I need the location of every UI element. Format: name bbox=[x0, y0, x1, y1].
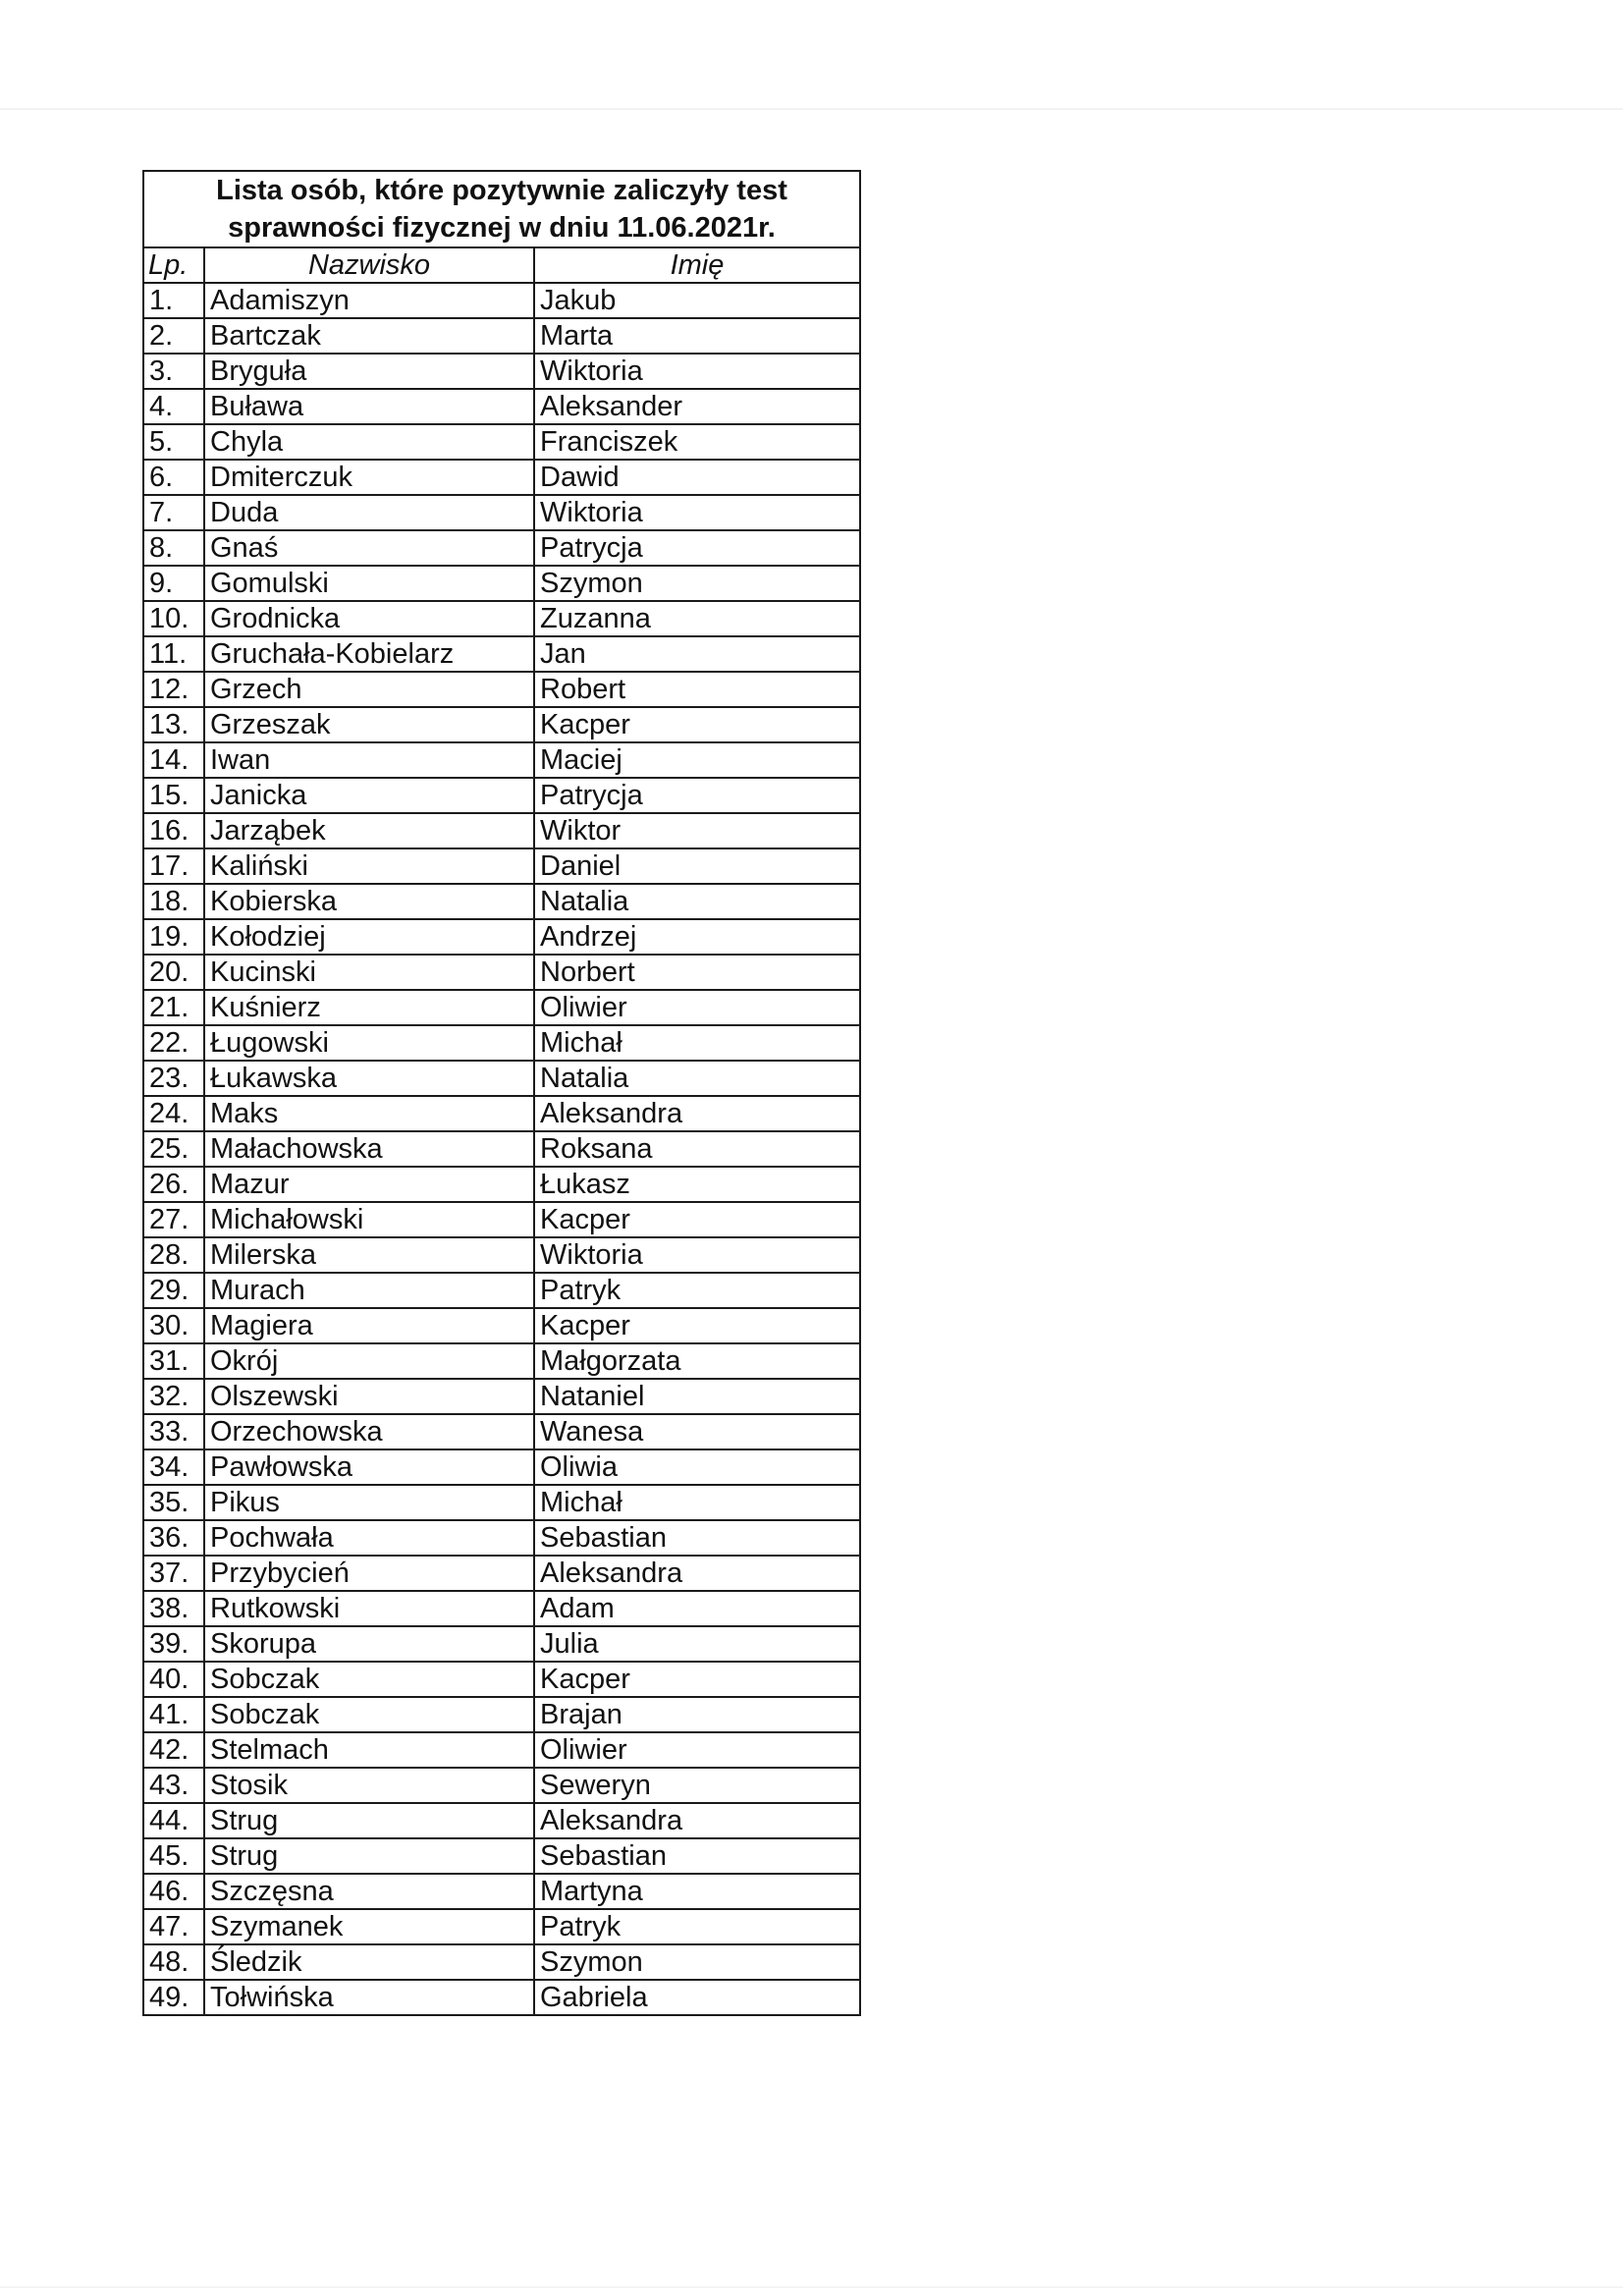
cell-lp: 18. bbox=[143, 884, 204, 919]
cell-lp: 19. bbox=[143, 919, 204, 955]
cell-nazwisko: Gnaś bbox=[204, 530, 534, 566]
cell-nazwisko: Gruchała-Kobielarz bbox=[204, 636, 534, 672]
cell-imie: Michał bbox=[534, 1025, 860, 1061]
cell-nazwisko: Szczęsna bbox=[204, 1874, 534, 1909]
cell-nazwisko: Dmiterczuk bbox=[204, 460, 534, 495]
cell-imie: Zuzanna bbox=[534, 601, 860, 636]
table-row bbox=[143, 884, 860, 919]
table-row bbox=[143, 707, 860, 742]
table-row bbox=[143, 1697, 860, 1732]
table-row bbox=[143, 1520, 860, 1556]
cell-nazwisko: Łukawska bbox=[204, 1061, 534, 1096]
cell-lp: 14. bbox=[143, 742, 204, 778]
cell-lp: 9. bbox=[143, 566, 204, 601]
cell-lp: 44. bbox=[143, 1803, 204, 1838]
table-row bbox=[143, 813, 860, 848]
cell-imie: Roksana bbox=[534, 1131, 860, 1167]
cell-imie: Aleksandra bbox=[534, 1096, 860, 1131]
cell-imie: Franciszek bbox=[534, 424, 860, 460]
cell-imie: Dawid bbox=[534, 460, 860, 495]
cell-nazwisko: Janicka bbox=[204, 778, 534, 813]
cell-imie: Michał bbox=[534, 1485, 860, 1520]
cell-imie: Wiktoria bbox=[534, 1237, 860, 1273]
table-row bbox=[143, 919, 860, 955]
table-title bbox=[143, 171, 860, 247]
cell-lp: 2. bbox=[143, 318, 204, 354]
cell-lp: 28. bbox=[143, 1237, 204, 1273]
table-row bbox=[143, 1131, 860, 1167]
table-row bbox=[143, 1662, 860, 1697]
cell-nazwisko: Rutkowski bbox=[204, 1591, 534, 1626]
cell-imie: Wanesa bbox=[534, 1414, 860, 1449]
cell-lp: 41. bbox=[143, 1697, 204, 1732]
cell-nazwisko: Stelmach bbox=[204, 1732, 534, 1768]
cell-nazwisko: Pikus bbox=[204, 1485, 534, 1520]
cell-nazwisko: Duda bbox=[204, 495, 534, 530]
cell-lp: 20. bbox=[143, 955, 204, 990]
table-row bbox=[143, 1980, 860, 2015]
cell-imie: Patrycja bbox=[534, 530, 860, 566]
cell-lp: 26. bbox=[143, 1167, 204, 1202]
table-row bbox=[143, 1591, 860, 1626]
table-row bbox=[143, 1449, 860, 1485]
cell-nazwisko: Ługowski bbox=[204, 1025, 534, 1061]
cell-lp: 24. bbox=[143, 1096, 204, 1131]
table-row bbox=[143, 1626, 860, 1662]
cell-lp: 17. bbox=[143, 848, 204, 884]
table-row bbox=[143, 601, 860, 636]
table-row bbox=[143, 1202, 860, 1237]
cell-imie: Jakub bbox=[534, 283, 860, 318]
cell-nazwisko: Grzech bbox=[204, 672, 534, 707]
cell-imie: Seweryn bbox=[534, 1768, 860, 1803]
table-row bbox=[143, 1944, 860, 1980]
table-row bbox=[143, 990, 860, 1025]
cell-nazwisko: Mazur bbox=[204, 1167, 534, 1202]
cell-lp: 7. bbox=[143, 495, 204, 530]
cell-nazwisko: Przybycień bbox=[204, 1556, 534, 1591]
cell-lp: 32. bbox=[143, 1379, 204, 1414]
cell-nazwisko: Buława bbox=[204, 389, 534, 424]
cell-imie: Aleksandra bbox=[534, 1803, 860, 1838]
cell-nazwisko: Bartczak bbox=[204, 318, 534, 354]
table-row bbox=[143, 566, 860, 601]
cell-imie: Maciej bbox=[534, 742, 860, 778]
cell-lp: 10. bbox=[143, 601, 204, 636]
cell-lp: 23. bbox=[143, 1061, 204, 1096]
cell-lp: 29. bbox=[143, 1273, 204, 1308]
cell-nazwisko: Sobczak bbox=[204, 1697, 534, 1732]
cell-lp: 40. bbox=[143, 1662, 204, 1697]
cell-imie: Patryk bbox=[534, 1273, 860, 1308]
cell-nazwisko: Grodnicka bbox=[204, 601, 534, 636]
table-row bbox=[143, 1874, 860, 1909]
cell-imie: Gabriela bbox=[534, 1980, 860, 2015]
table-row bbox=[143, 354, 860, 389]
cell-imie: Wiktoria bbox=[534, 495, 860, 530]
cell-lp: 4. bbox=[143, 389, 204, 424]
cell-lp: 3. bbox=[143, 354, 204, 389]
table-row bbox=[143, 1308, 860, 1343]
cell-imie: Martyna bbox=[534, 1874, 860, 1909]
cell-nazwisko: Kaliński bbox=[204, 848, 534, 884]
cell-imie: Robert bbox=[534, 672, 860, 707]
scan-edge-bottom bbox=[0, 2286, 1623, 2288]
table-row bbox=[143, 848, 860, 884]
cell-imie: Wiktor bbox=[534, 813, 860, 848]
cell-nazwisko: Adamiszyn bbox=[204, 283, 534, 318]
table-row bbox=[143, 1838, 860, 1874]
cell-lp: 46. bbox=[143, 1874, 204, 1909]
table-row bbox=[143, 424, 860, 460]
cell-lp: 30. bbox=[143, 1308, 204, 1343]
cell-imie: Brajan bbox=[534, 1697, 860, 1732]
table-row bbox=[143, 1485, 860, 1520]
cell-lp: 31. bbox=[143, 1343, 204, 1379]
cell-nazwisko: Bryguła bbox=[204, 354, 534, 389]
header-nazwisko: Nazwisko bbox=[204, 247, 534, 283]
cell-imie: Nataniel bbox=[534, 1379, 860, 1414]
table-row bbox=[143, 1414, 860, 1449]
cell-imie: Kacper bbox=[534, 707, 860, 742]
cell-nazwisko: Sobczak bbox=[204, 1662, 534, 1697]
cell-imie: Aleksander bbox=[534, 389, 860, 424]
table-row bbox=[143, 318, 860, 354]
cell-imie: Julia bbox=[534, 1626, 860, 1662]
cell-lp: 6. bbox=[143, 460, 204, 495]
cell-nazwisko: Strug bbox=[204, 1803, 534, 1838]
table-row bbox=[143, 636, 860, 672]
cell-lp: 37. bbox=[143, 1556, 204, 1591]
cell-lp: 39. bbox=[143, 1626, 204, 1662]
cell-lp: 21. bbox=[143, 990, 204, 1025]
cell-imie: Szymon bbox=[534, 566, 860, 601]
cell-imie: Norbert bbox=[534, 955, 860, 990]
cell-nazwisko: Stosik bbox=[204, 1768, 534, 1803]
cell-nazwisko: Kołodziej bbox=[204, 919, 534, 955]
cell-nazwisko: Murach bbox=[204, 1273, 534, 1308]
table-row bbox=[143, 778, 860, 813]
cell-nazwisko: Pochwała bbox=[204, 1520, 534, 1556]
cell-nazwisko: Iwan bbox=[204, 742, 534, 778]
header-row bbox=[143, 247, 860, 283]
cell-nazwisko: Orzechowska bbox=[204, 1414, 534, 1449]
cell-imie: Natalia bbox=[534, 884, 860, 919]
results-table-container bbox=[142, 170, 859, 2016]
cell-lp: 1. bbox=[143, 283, 204, 318]
table-row bbox=[143, 460, 860, 495]
cell-imie: Natalia bbox=[534, 1061, 860, 1096]
cell-imie: Łukasz bbox=[534, 1167, 860, 1202]
cell-lp: 45. bbox=[143, 1838, 204, 1874]
cell-imie: Kacper bbox=[534, 1308, 860, 1343]
cell-nazwisko: Chyla bbox=[204, 424, 534, 460]
cell-imie: Adam bbox=[534, 1591, 860, 1626]
table-row bbox=[143, 1061, 860, 1096]
cell-imie: Oliwier bbox=[534, 990, 860, 1025]
cell-imie: Marta bbox=[534, 318, 860, 354]
scan-edge-top bbox=[0, 108, 1623, 110]
cell-nazwisko: Milerska bbox=[204, 1237, 534, 1273]
table-row bbox=[143, 1768, 860, 1803]
cell-imie: Kacper bbox=[534, 1202, 860, 1237]
cell-lp: 22. bbox=[143, 1025, 204, 1061]
cell-lp: 38. bbox=[143, 1591, 204, 1626]
cell-imie: Patrycja bbox=[534, 778, 860, 813]
table-row bbox=[143, 1096, 860, 1131]
cell-nazwisko: Strug bbox=[204, 1838, 534, 1874]
cell-lp: 33. bbox=[143, 1414, 204, 1449]
table-row bbox=[143, 530, 860, 566]
results-table bbox=[142, 170, 861, 2016]
table-row bbox=[143, 1343, 860, 1379]
cell-lp: 36. bbox=[143, 1520, 204, 1556]
title-row bbox=[143, 171, 860, 247]
table-title-line-2: sprawności fizycznej w dniu 11.06.2021r. bbox=[228, 212, 776, 244]
cell-imie: Andrzej bbox=[534, 919, 860, 955]
cell-nazwisko: Olszewski bbox=[204, 1379, 534, 1414]
cell-lp: 49. bbox=[143, 1980, 204, 2015]
table-row bbox=[143, 742, 860, 778]
table-row bbox=[143, 1167, 860, 1202]
cell-imie: Patryk bbox=[534, 1909, 860, 1944]
cell-lp: 5. bbox=[143, 424, 204, 460]
cell-lp: 12. bbox=[143, 672, 204, 707]
cell-nazwisko: Gomulski bbox=[204, 566, 534, 601]
cell-imie: Sebastian bbox=[534, 1838, 860, 1874]
cell-lp: 48. bbox=[143, 1944, 204, 1980]
cell-imie: Aleksandra bbox=[534, 1556, 860, 1591]
cell-nazwisko: Jarząbek bbox=[204, 813, 534, 848]
cell-nazwisko: Okrój bbox=[204, 1343, 534, 1379]
table-title-line-1: Lista osób, które pozytywnie zaliczyły test bbox=[216, 175, 787, 206]
cell-nazwisko: Magiera bbox=[204, 1308, 534, 1343]
cell-imie: Małgorzata bbox=[534, 1343, 860, 1379]
table-row bbox=[143, 495, 860, 530]
cell-imie: Oliwia bbox=[534, 1449, 860, 1485]
cell-imie: Daniel bbox=[534, 848, 860, 884]
cell-lp: 25. bbox=[143, 1131, 204, 1167]
table-row bbox=[143, 1556, 860, 1591]
cell-imie: Szymon bbox=[534, 1944, 860, 1980]
table-row bbox=[143, 1273, 860, 1308]
cell-lp: 8. bbox=[143, 530, 204, 566]
table-body bbox=[143, 283, 860, 2015]
cell-imie: Wiktoria bbox=[534, 354, 860, 389]
header-imie: Imię bbox=[534, 247, 860, 283]
cell-imie: Kacper bbox=[534, 1662, 860, 1697]
table-row bbox=[143, 1025, 860, 1061]
cell-imie: Jan bbox=[534, 636, 860, 672]
cell-lp: 27. bbox=[143, 1202, 204, 1237]
cell-lp: 35. bbox=[143, 1485, 204, 1520]
cell-imie: Sebastian bbox=[534, 1520, 860, 1556]
table-row bbox=[143, 1803, 860, 1838]
cell-lp: 11. bbox=[143, 636, 204, 672]
table-row bbox=[143, 672, 860, 707]
cell-lp: 47. bbox=[143, 1909, 204, 1944]
cell-nazwisko: Tołwińska bbox=[204, 1980, 534, 2015]
cell-lp: 42. bbox=[143, 1732, 204, 1768]
cell-nazwisko: Grzeszak bbox=[204, 707, 534, 742]
cell-nazwisko: Skorupa bbox=[204, 1626, 534, 1662]
cell-imie: Oliwier bbox=[534, 1732, 860, 1768]
cell-nazwisko: Kobierska bbox=[204, 884, 534, 919]
table-row bbox=[143, 955, 860, 990]
cell-lp: 15. bbox=[143, 778, 204, 813]
cell-lp: 13. bbox=[143, 707, 204, 742]
table-row bbox=[143, 1909, 860, 1944]
cell-nazwisko: Szymanek bbox=[204, 1909, 534, 1944]
cell-lp: 34. bbox=[143, 1449, 204, 1485]
cell-lp: 16. bbox=[143, 813, 204, 848]
table-row bbox=[143, 389, 860, 424]
table-row bbox=[143, 283, 860, 318]
header-lp: Lp. bbox=[143, 247, 204, 283]
cell-nazwisko: Kuśnierz bbox=[204, 990, 534, 1025]
table-row bbox=[143, 1732, 860, 1768]
cell-nazwisko: Kucinski bbox=[204, 955, 534, 990]
cell-nazwisko: Małachowska bbox=[204, 1131, 534, 1167]
table-row bbox=[143, 1379, 860, 1414]
cell-nazwisko: Maks bbox=[204, 1096, 534, 1131]
cell-nazwisko: Pawłowska bbox=[204, 1449, 534, 1485]
table-row bbox=[143, 1237, 860, 1273]
cell-nazwisko: Michałowski bbox=[204, 1202, 534, 1237]
cell-nazwisko: Śledzik bbox=[204, 1944, 534, 1980]
cell-lp: 43. bbox=[143, 1768, 204, 1803]
